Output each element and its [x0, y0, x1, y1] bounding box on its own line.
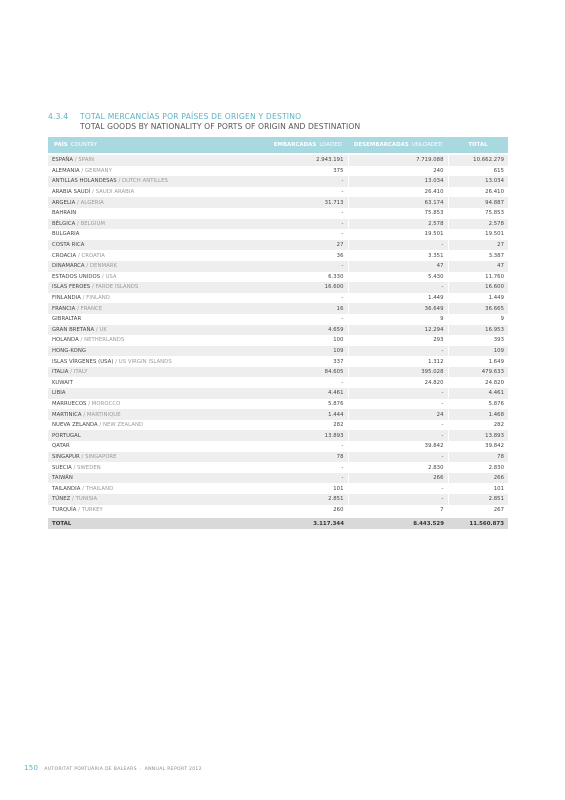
unloaded-cell: 240	[348, 166, 448, 177]
country-cell	[48, 229, 210, 240]
country-name-en: US VIRGIN ISLANDS	[118, 358, 172, 365]
total-cell: 27	[448, 240, 508, 251]
country-name-en: NETHERLANDS	[84, 337, 125, 344]
loaded-cell: 16.600	[210, 282, 348, 293]
loaded-cell: 31.713	[210, 197, 348, 208]
country-cell	[48, 250, 210, 261]
country-name-en: SINGAPORE	[85, 453, 117, 460]
name-separator: /	[68, 369, 74, 376]
table-row	[48, 367, 508, 378]
column-header-country	[48, 137, 210, 153]
table-row	[48, 314, 508, 325]
country-name-es: COSTA RICA	[52, 242, 85, 249]
total-cell: 19.501	[448, 229, 508, 240]
name-separator: /	[80, 295, 87, 302]
loaded-cell: 5.876	[210, 399, 348, 410]
loaded-cell: -	[210, 462, 348, 473]
total-cell: 10.662.279	[448, 155, 508, 166]
country-name-es: ARABIA SAUDÍ	[52, 189, 91, 196]
total-cell: 266	[448, 473, 508, 484]
loaded-cell: -	[210, 219, 348, 230]
country-name-es: GRAN BRETAÑA	[52, 326, 95, 333]
total-cell: 1.649	[448, 356, 508, 367]
loaded-cell: 101	[210, 483, 348, 494]
name-separator: /	[75, 199, 81, 206]
name-separator: /	[113, 358, 119, 365]
country-cell	[48, 208, 210, 219]
name-separator: /	[79, 453, 86, 460]
unloaded-cell: -	[348, 346, 448, 357]
unloaded-cell: -	[348, 430, 448, 441]
country-name-en: TUNISIA	[75, 496, 98, 503]
name-separator: /	[70, 496, 76, 503]
table-row	[48, 462, 508, 473]
loaded-cell: 100	[210, 335, 348, 346]
name-separator: /	[90, 284, 96, 291]
unloaded-cell: 7.719.088	[348, 155, 448, 166]
table-row	[48, 409, 508, 420]
loaded-cell: 27	[210, 240, 348, 251]
loaded-cell: 84.605	[210, 367, 348, 378]
loaded-cell: -	[210, 377, 348, 388]
unloaded-cell: 19.501	[348, 229, 448, 240]
name-separator: /	[75, 305, 81, 312]
country-name-en: SPAIN	[78, 157, 95, 164]
unloaded-cell: 47	[348, 261, 448, 272]
unloaded-cell: 26.410	[348, 187, 448, 198]
country-name-es: TURQUÍA	[52, 506, 77, 513]
name-separator: /	[79, 167, 85, 174]
country-name-en: MARTINIQUE	[86, 411, 121, 418]
table-row	[48, 356, 508, 367]
loaded-cell: 78	[210, 452, 348, 463]
heading-title-row	[48, 112, 518, 122]
total-cell: 479.633	[448, 367, 508, 378]
country-cell	[48, 187, 210, 198]
loaded-cell: -	[210, 473, 348, 484]
country-name-es: LIBIA	[52, 390, 66, 397]
table-row	[48, 208, 508, 219]
country-name-es: ALEMANIA	[52, 167, 80, 174]
table-row	[48, 197, 508, 208]
loaded-cell: -	[210, 208, 348, 219]
table-row	[48, 430, 508, 441]
name-separator: /	[90, 189, 96, 196]
country-name-en: TURKEY	[81, 506, 103, 513]
country-cell	[48, 166, 210, 177]
country-name-es: QATAR	[52, 443, 70, 450]
loaded-cell: 337	[210, 356, 348, 367]
country-cell	[48, 367, 210, 378]
country-name-en: THAILAND	[85, 485, 114, 492]
table-row	[48, 282, 508, 293]
unloaded-cell: 395.028	[348, 367, 448, 378]
section-heading	[48, 112, 518, 132]
unloaded-cell: 5.430	[348, 272, 448, 283]
country-cell	[48, 219, 210, 230]
name-separator: /	[75, 220, 81, 227]
loaded-cell: -	[210, 229, 348, 240]
country-cell	[48, 176, 210, 187]
loaded-cell: 6.330	[210, 272, 348, 283]
name-separator: /	[94, 326, 100, 333]
name-separator: /	[84, 263, 90, 270]
unloaded-cell: 39.842	[348, 441, 448, 452]
table-row	[48, 219, 508, 230]
table-row	[48, 261, 508, 272]
header-label-es: TOTAL	[468, 142, 488, 148]
country-name-en: ALGERIA	[80, 199, 104, 206]
country-cell	[48, 483, 210, 494]
country-name-en: GERMANY	[84, 167, 112, 174]
name-separator: /	[76, 506, 82, 513]
table-body	[48, 153, 508, 515]
table-row	[48, 155, 508, 166]
country-cell	[48, 377, 210, 388]
loaded-cell: 1.444	[210, 409, 348, 420]
name-separator: /	[116, 178, 123, 185]
country-cell	[48, 399, 210, 410]
country-cell	[48, 462, 210, 473]
table-row	[48, 420, 508, 431]
country-cell	[48, 494, 210, 505]
country-name-en: DENMARK	[89, 263, 118, 270]
country-cell	[48, 197, 210, 208]
footer-separator: ·	[139, 767, 142, 772]
unloaded-cell: 1.449	[348, 293, 448, 304]
unloaded-cell: 24.820	[348, 377, 448, 388]
table-row	[48, 346, 508, 357]
header-label-es: EMBARCADAS	[273, 142, 317, 148]
country-cell	[48, 303, 210, 314]
loaded-cell: -	[210, 293, 348, 304]
country-cell	[48, 325, 210, 336]
total-cell: 109	[448, 346, 508, 357]
table-row	[48, 187, 508, 198]
name-separator: /	[86, 400, 92, 407]
unloaded-cell: -	[348, 420, 448, 431]
totals-loaded: 3.117.344	[210, 518, 348, 529]
total-cell: 3.387	[448, 250, 508, 261]
total-cell: 47	[448, 261, 508, 272]
unloaded-cell: 3.351	[348, 250, 448, 261]
country-name-en: CROATIA	[81, 252, 105, 259]
table-row	[48, 229, 508, 240]
column-header-unloaded	[348, 137, 448, 153]
country-cell	[48, 261, 210, 272]
unloaded-cell: -	[348, 494, 448, 505]
unloaded-cell: 2.578	[348, 219, 448, 230]
country-cell	[48, 282, 210, 293]
total-cell: 24.820	[448, 377, 508, 388]
unloaded-cell: -	[348, 452, 448, 463]
table-row	[48, 441, 508, 452]
name-separator: /	[78, 337, 85, 344]
country-name-en: ITALY	[73, 369, 88, 376]
unloaded-cell: 75.853	[348, 208, 448, 219]
total-cell: 4.461	[448, 388, 508, 399]
total-cell: 1.468	[448, 409, 508, 420]
table-row	[48, 483, 508, 494]
footer-report: ANNUAL REPORT 2012	[144, 767, 202, 772]
country-name-es: HOLANDA	[52, 337, 79, 344]
unloaded-cell: -	[348, 240, 448, 251]
column-header-total	[448, 137, 508, 153]
country-name-es: SUECIA	[52, 464, 72, 471]
country-cell	[48, 388, 210, 399]
country-name-es: DINAMARCA	[52, 263, 85, 270]
total-cell: 9	[448, 314, 508, 325]
country-name-en: UK	[99, 326, 107, 333]
total-cell: 267	[448, 505, 508, 516]
total-cell: 2.578	[448, 219, 508, 230]
total-cell: 26.410	[448, 187, 508, 198]
unloaded-cell: 12.294	[348, 325, 448, 336]
name-separator: /	[97, 422, 103, 429]
totals-row	[48, 518, 508, 529]
loaded-cell: 260	[210, 505, 348, 516]
section-title-en: TOTAL GOODS BY NATIONALITY OF PORTS OF ORIGIN AND DESTINATION	[80, 122, 361, 131]
header-label-es: DESEMBARCADAS	[354, 142, 409, 148]
name-separator: /	[81, 411, 87, 418]
table-row	[48, 388, 508, 399]
unloaded-cell: 9	[348, 314, 448, 325]
country-name-es: PORTUGAL	[52, 432, 81, 439]
loaded-cell: 16	[210, 303, 348, 314]
country-name-es: ITALIA	[52, 369, 69, 376]
total-cell: 13.893	[448, 430, 508, 441]
table-row	[48, 335, 508, 346]
country-cell	[48, 430, 210, 441]
country-name-es: BAHRAIN	[52, 210, 77, 217]
loaded-cell: -	[210, 176, 348, 187]
total-cell: 13.034	[448, 176, 508, 187]
country-name-en: BELGIUM	[80, 220, 105, 227]
unloaded-cell: -	[348, 282, 448, 293]
country-name-es: ISLAS VÍRGENES (USA)	[52, 358, 114, 365]
header-label-es: PAÍS	[54, 142, 68, 148]
country-name-es: FINLANDIA	[52, 295, 81, 302]
country-cell	[48, 335, 210, 346]
country-name-en: USA	[105, 273, 117, 280]
loaded-cell: -	[210, 314, 348, 325]
country-cell	[48, 441, 210, 452]
country-cell	[48, 356, 210, 367]
country-name-es: TAILANDIA	[52, 485, 81, 492]
country-name-es: KUWAIT	[52, 379, 73, 386]
goods-by-country-table	[48, 137, 508, 529]
table-row	[48, 250, 508, 261]
header-label-en: COUNTRY	[70, 142, 98, 148]
country-name-es: TAIWÁN	[52, 475, 73, 482]
section-title-es: TOTAL MERCANCÍAS POR PAÍSES DE ORIGEN Y DESTINO	[80, 112, 302, 121]
loaded-cell: 13.893	[210, 430, 348, 441]
name-separator: /	[71, 464, 78, 471]
total-cell: 1.449	[448, 293, 508, 304]
unloaded-cell: 293	[348, 335, 448, 346]
name-separator: /	[76, 252, 82, 259]
table-row	[48, 272, 508, 283]
table-row	[48, 377, 508, 388]
country-cell	[48, 505, 210, 516]
unloaded-cell: 7	[348, 505, 448, 516]
country-cell	[48, 420, 210, 431]
country-cell	[48, 452, 210, 463]
total-cell: 615	[448, 166, 508, 177]
country-name-es: MARRUECOS	[52, 400, 87, 407]
country-cell	[48, 240, 210, 251]
table-row	[48, 176, 508, 187]
country-name-en: SAUDI ARABIA	[95, 189, 135, 196]
country-cell	[48, 314, 210, 325]
country-cell	[48, 293, 210, 304]
country-name-es: ARGELIA	[52, 199, 76, 206]
country-name-es: ISLAS FEROES	[52, 284, 91, 291]
column-header-loaded	[210, 137, 348, 153]
country-cell	[48, 155, 210, 166]
country-name-en: FRANCE	[80, 305, 103, 312]
loaded-cell: 36	[210, 250, 348, 261]
country-name-es: MARTINICA	[52, 411, 82, 418]
name-separator: /	[73, 157, 79, 164]
loaded-cell: -	[210, 441, 348, 452]
total-cell: 282	[448, 420, 508, 431]
total-cell: 16.953	[448, 325, 508, 336]
totals-total: 11.560.873	[448, 518, 508, 529]
total-cell: 101	[448, 483, 508, 494]
loaded-cell: -	[210, 187, 348, 198]
country-name-es: SINGAPUR	[52, 453, 80, 460]
total-cell: 75.853	[448, 208, 508, 219]
total-cell: 94.887	[448, 197, 508, 208]
table-row	[48, 473, 508, 484]
total-cell: 78	[448, 452, 508, 463]
unloaded-cell: -	[348, 399, 448, 410]
page-number: 150	[24, 764, 39, 772]
country-cell	[48, 272, 210, 283]
loaded-cell: 2.851	[210, 494, 348, 505]
country-cell	[48, 346, 210, 357]
totals-unloaded: 8.443.529	[348, 518, 448, 529]
table-row	[48, 303, 508, 314]
country-name-es: BÉLGICA	[52, 220, 76, 227]
loaded-cell: 4.461	[210, 388, 348, 399]
unloaded-cell: 266	[348, 473, 448, 484]
country-name-es: ESTADOS UNIDOS	[52, 273, 101, 280]
table-header-row	[48, 137, 508, 153]
loaded-cell: 4.659	[210, 325, 348, 336]
loaded-cell: 2.943.191	[210, 155, 348, 166]
unloaded-cell: 2.830	[348, 462, 448, 473]
unloaded-cell: -	[348, 483, 448, 494]
unloaded-cell: 36.649	[348, 303, 448, 314]
country-name-es: CROACIA	[52, 252, 77, 259]
total-cell: 16.600	[448, 282, 508, 293]
section-number: 4.3.4	[48, 112, 69, 121]
unloaded-cell: -	[348, 388, 448, 399]
country-name-es: ANTILLAS HOLANDESAS	[52, 178, 117, 185]
total-cell: 11.760	[448, 272, 508, 283]
table-row	[48, 494, 508, 505]
country-name-es: GIBRALTAR	[52, 316, 82, 323]
country-name-es: NUEVA ZELANDA	[52, 422, 98, 429]
table-row	[48, 325, 508, 336]
country-name-es: FRANCIA	[52, 305, 76, 312]
header-label-en: LOADED	[319, 142, 342, 148]
total-cell: 36.665	[448, 303, 508, 314]
name-separator: /	[100, 273, 106, 280]
table-row	[48, 293, 508, 304]
country-name-en: FINLAND	[86, 295, 110, 302]
unloaded-cell: 1.312	[348, 356, 448, 367]
loaded-cell: 282	[210, 420, 348, 431]
table-row	[48, 452, 508, 463]
country-cell	[48, 409, 210, 420]
loaded-cell: -	[210, 261, 348, 272]
total-cell: 5.876	[448, 399, 508, 410]
country-name-es: BULGARIA	[52, 231, 80, 238]
country-name-en: NEW ZEALAND	[102, 422, 144, 429]
table-row	[48, 399, 508, 410]
unloaded-cell: 13.034	[348, 176, 448, 187]
country-name-en: MOROCCO	[91, 400, 121, 407]
page-footer	[24, 764, 202, 772]
table-row	[48, 240, 508, 251]
country-name-es: TÚNEZ	[52, 496, 71, 503]
name-separator: /	[80, 485, 86, 492]
unloaded-cell: 24	[348, 409, 448, 420]
country-cell	[48, 473, 210, 484]
header-label-en: UNLOADED	[411, 142, 443, 148]
total-cell: 393	[448, 335, 508, 346]
country-name-en: SWEDEN	[77, 464, 101, 471]
footer-publisher: AUTORITAT PORTUÀRIA DE BALEARS	[44, 767, 137, 772]
country-name-es: HONG-KONG	[52, 347, 87, 354]
unloaded-cell: 63.174	[348, 197, 448, 208]
table-row	[48, 166, 508, 177]
total-cell: 2.851	[448, 494, 508, 505]
country-name-es: ESPAÑA	[52, 157, 74, 164]
table-row	[48, 505, 508, 516]
total-cell: 2.830	[448, 462, 508, 473]
total-cell: 39.842	[448, 441, 508, 452]
totals-label: TOTAL	[48, 518, 210, 529]
country-name-en: DUTCH ANTILLES	[122, 178, 168, 185]
loaded-cell: 375	[210, 166, 348, 177]
loaded-cell: 109	[210, 346, 348, 357]
country-name-en: FAROE ISLANDS	[95, 284, 139, 291]
